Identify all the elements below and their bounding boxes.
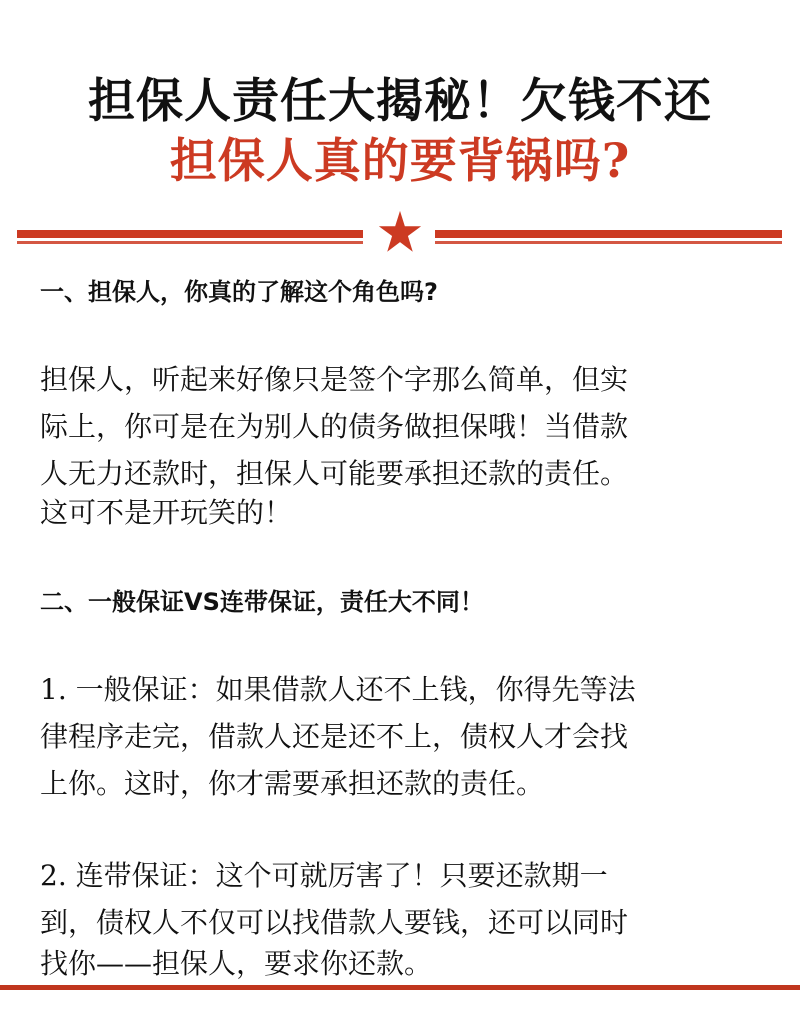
bottom-divider bbox=[0, 985, 800, 990]
text-line: 找你——担保人，要求你还款。 bbox=[40, 947, 433, 980]
text-line: 律程序走完，借款人还是还不上，债权人才会找 bbox=[40, 720, 629, 753]
text-line: 上你。这时，你才需要承担还款的责任。 bbox=[40, 767, 545, 800]
text-line: 2. 连带保证：这个可就厉害了！只要还款期一 bbox=[40, 859, 608, 892]
text-line: 这可不是开玩笑的！ bbox=[40, 496, 293, 529]
title-line-1: 担保人责任大揭秘！欠钱不还 bbox=[88, 74, 712, 129]
paragraph-2 bbox=[40, 666, 760, 807]
paragraph-3 bbox=[40, 852, 760, 987]
star-icon bbox=[378, 210, 422, 254]
divider-right bbox=[435, 226, 782, 248]
text-line: 人无力还款时，担保人可能要承担还款的责任。 bbox=[40, 457, 629, 490]
divider-left bbox=[17, 226, 363, 248]
section-heading-1: 一、担保人，你真的了解这个角色吗? bbox=[40, 278, 438, 306]
section-heading-2: 二、一般保证VS连带保证，责任大不同！ bbox=[40, 588, 484, 616]
title-line-2: 担保人真的要背锅吗? bbox=[169, 134, 631, 189]
text-line: 担保人，听起来好像只是签个字那么简单，但实 bbox=[40, 363, 629, 396]
text-line: 1. 一般保证：如果借款人还不上钱，你得先等法 bbox=[40, 673, 636, 706]
text-line: 际上，你可是在为别人的债务做担保哦！当借款 bbox=[40, 410, 629, 443]
paragraph-1 bbox=[40, 356, 760, 536]
text-line: 到，债权人不仅可以找借款人要钱，还可以同时 bbox=[40, 906, 629, 939]
